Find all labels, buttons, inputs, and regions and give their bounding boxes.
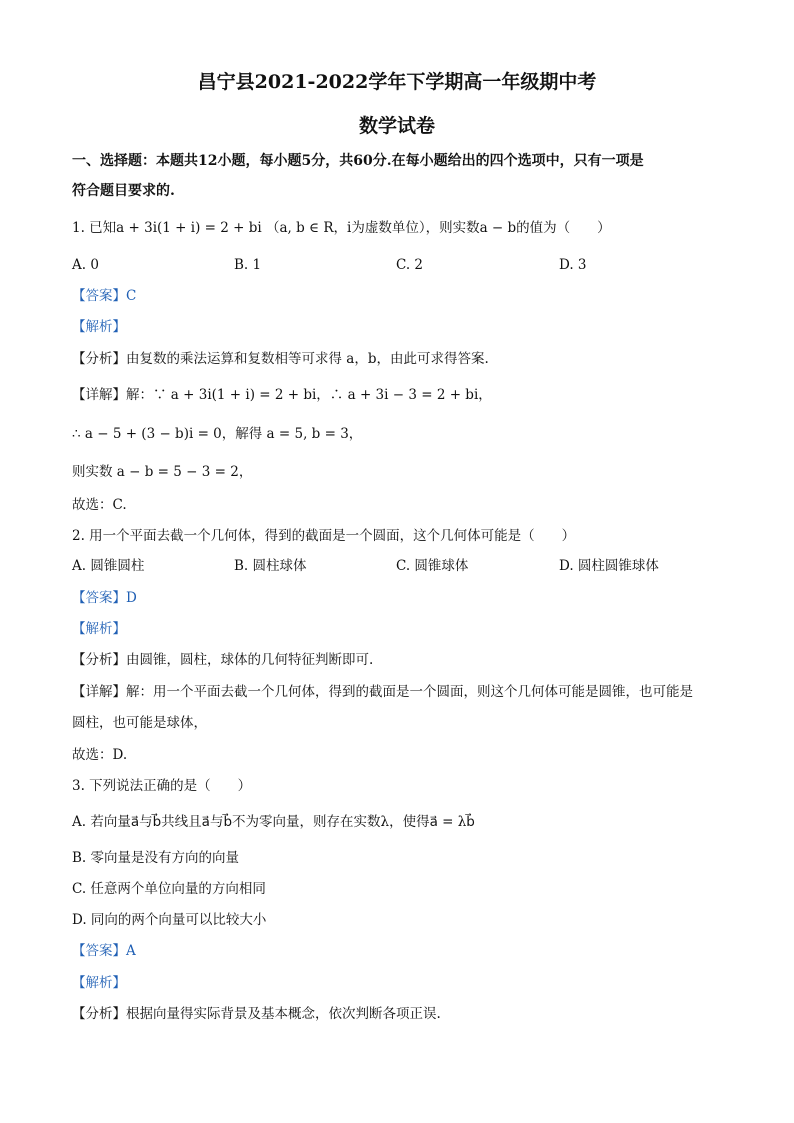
- q1-option-b: B. 1: [234, 257, 262, 273]
- q1-detail-3: 则实数 a − b = 5 − 3 = 2，: [72, 464, 253, 480]
- q2-detail-1: 【详解】解：用一个平面去截一个几何体，得到的截面是一个圆面，则这个几何体可能是圆锥，也可能是: [72, 684, 693, 700]
- q1-detail-4: 故选：C.: [72, 497, 127, 513]
- q2-option-d: D. 圆柱圆锥球体: [559, 558, 659, 574]
- q2-stem: 2. 用一个平面去截一个几何体，得到的截面是一个圆面，这个几何体可能是（ ）: [72, 528, 576, 544]
- q1-stem: 1. 已知a + 3i(1 + i) = 2 + bi （a, b ∈ R，i为虚数单位），则实数a − b的值为（ ）: [72, 220, 611, 236]
- q3-fenxi: 【分析】根据向量得实际背景及基本概念，依次判断各项正误.: [72, 1006, 441, 1022]
- q1-option-a: A. 0: [72, 257, 99, 273]
- q3-option-b: B. 零向量是没有方向的向量: [72, 850, 240, 866]
- q2-option-b: B. 圆柱球体: [234, 558, 307, 574]
- q1-analysis-label: 【解析】: [72, 319, 126, 335]
- q3-analysis-label: 【解析】: [72, 975, 126, 991]
- q2-option-a: A. 圆锥圆柱: [72, 558, 145, 574]
- q3-stem: 3. 下列说法正确的是（ ）: [72, 778, 252, 794]
- section-heading-line2: 符合题目要求的.: [72, 183, 175, 199]
- q1-detail-2: ∴ a − 5 + (3 − b)i = 0，解得 a = 5, b = 3，: [72, 426, 363, 442]
- exam-title: 昌宁县2021-2022学年下学期高一年级期中考: [197, 71, 597, 93]
- q1-answer: 【答案】C: [72, 288, 137, 304]
- q1-option-c: C. 2: [396, 257, 424, 273]
- q1-option-d: D. 3: [559, 257, 587, 273]
- q3-option-c: C. 任意两个单位向量的方向相同: [72, 881, 266, 897]
- section-heading-line1: 一、选择题：本题共12小题，每小题5分，共60分.在每小题给出的四个选项中，只有一项是: [72, 153, 644, 169]
- q2-fenxi: 【分析】由圆锥，圆柱，球体的几何特征判断即可.: [72, 652, 374, 668]
- q2-option-c: C. 圆锥球体: [396, 558, 469, 574]
- q2-analysis-label: 【解析】: [72, 621, 126, 637]
- q2-detail-2: 圆柱，也可能是球体，: [72, 715, 207, 731]
- q2-detail-3: 故选：D.: [72, 747, 128, 763]
- q2-answer: 【答案】D: [72, 590, 137, 606]
- q1-fenxi: 【分析】由复数的乘法运算和复数相等可求得 a，b，由此可求得答案.: [72, 351, 489, 367]
- q3-answer: 【答案】A: [72, 943, 136, 959]
- q3-option-d: D. 同向的两个向量可以比较大小: [72, 912, 267, 928]
- q3-option-a: A. 若向量a⃗与b⃗共线且a⃗与b⃗不为零向量，则存在实数λ，使得a⃗ = λb⃗: [72, 814, 475, 830]
- exam-subtitle: 数学试卷: [358, 115, 435, 137]
- q1-detail-1: 【详解】解：∵ a + 3i(1 + i) = 2 + bi，∴ a + 3i − 3 = 2 + bi，: [72, 387, 492, 403]
